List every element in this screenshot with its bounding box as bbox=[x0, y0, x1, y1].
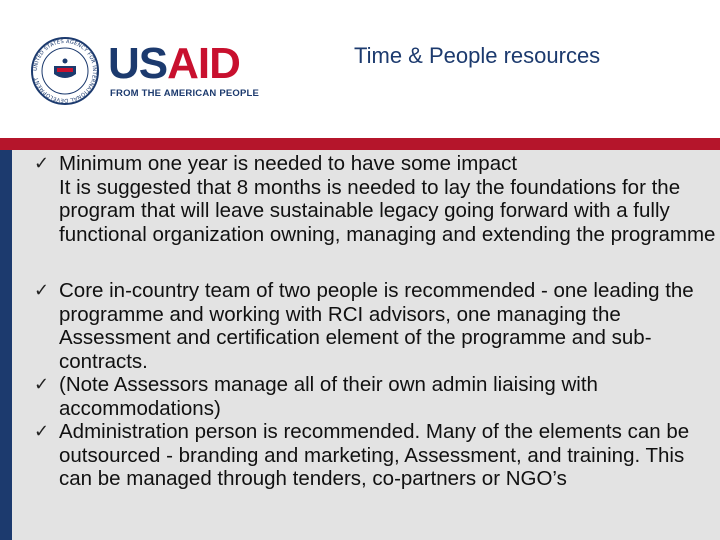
usaid-wordmark bbox=[108, 39, 240, 88]
usaid-logo bbox=[30, 36, 280, 102]
bullet-list bbox=[34, 152, 716, 491]
logo-tagline: FROM THE AMERICAN PEOPLE bbox=[110, 88, 260, 99]
wordmark-us: US bbox=[108, 39, 168, 88]
checkmark-icon: ✓ bbox=[34, 374, 50, 395]
slide-header bbox=[0, 0, 720, 138]
bullet-text: (Note Assessors manage all of their own admin liaising with accommodations) bbox=[59, 373, 598, 420]
left-accent-stripe bbox=[0, 150, 12, 540]
usaid-seal-icon bbox=[30, 36, 100, 106]
bullet-text: Administration person is recommended. Many of the elements can be outsourced - branding and marketing, Assessment, and training. This can be managed through tenders, co-partners or NGO’s bbox=[59, 420, 690, 490]
slide-title: Time & People resources bbox=[354, 43, 601, 68]
bullet-text: Minimum one year is needed to have some impact bbox=[59, 152, 518, 175]
bullet-text: Core in-country team of two people is recommended - one leading the programme and working with RCI advisors, one managing the Assessment and certification element of the programme and sub-contracts. bbox=[59, 279, 694, 373]
header-divider-bar bbox=[0, 138, 720, 150]
wordmark-aid: AID bbox=[167, 39, 240, 88]
checkmark-icon: ✓ bbox=[34, 421, 50, 442]
checkmark-icon: ✓ bbox=[34, 153, 50, 174]
bullet-item bbox=[34, 279, 716, 373]
bullet-item bbox=[34, 373, 716, 420]
bullet-continuation-text: It is suggested that 8 months is needed to lay the foundations for the program that will leave sustainable legacy going forward with a fully functional organization owning, managing and extending the programme bbox=[59, 175, 716, 246]
checkmark-icon: ✓ bbox=[34, 280, 50, 301]
bullet-item bbox=[34, 420, 716, 491]
slide-content bbox=[0, 150, 720, 540]
bullet-item bbox=[34, 152, 716, 246]
seal-ring-text: UNITED STATES AGENCY FOR INTERNATIONAL DEVELOPMENT bbox=[32, 38, 98, 104]
